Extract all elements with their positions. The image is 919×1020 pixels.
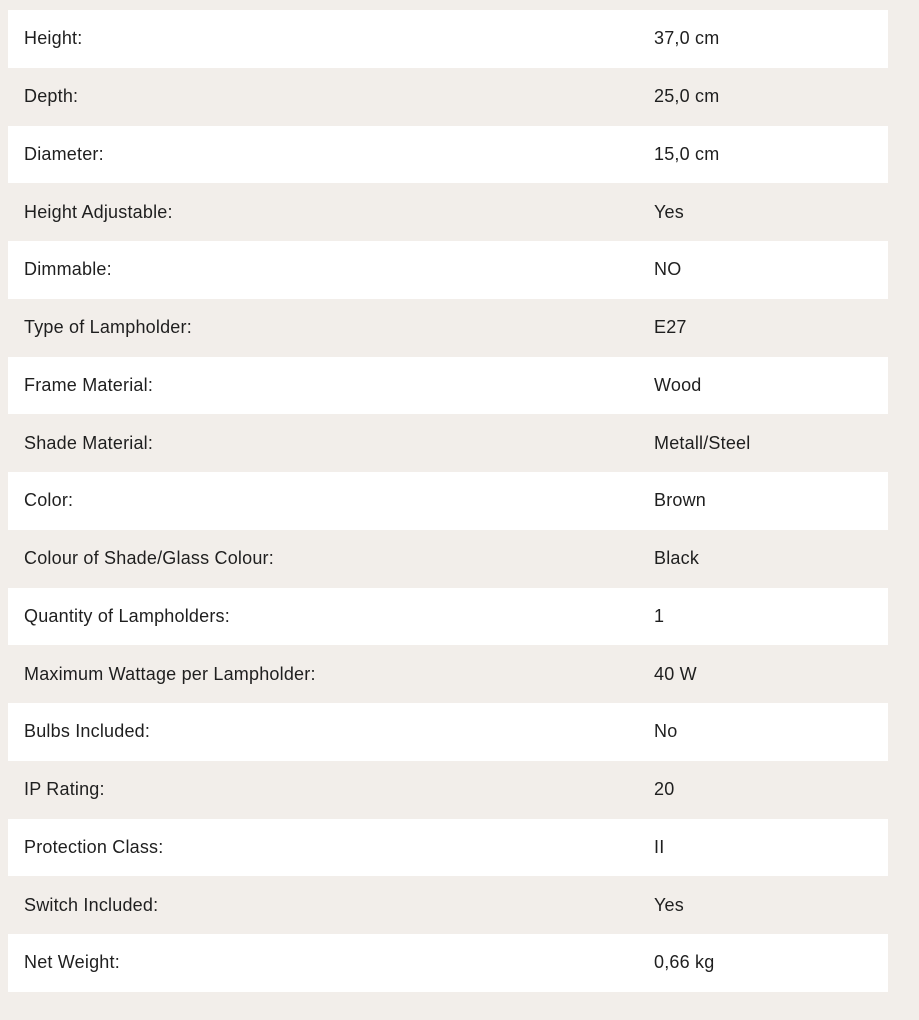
spec-row-ip-rating — [8, 761, 888, 819]
spec-row-net-weight — [8, 934, 888, 992]
spec-value: No — [654, 721, 678, 742]
spec-value: 0,66 kg — [654, 952, 715, 973]
spec-label: Color: — [24, 490, 74, 511]
spec-value: 40 W — [654, 663, 697, 684]
spec-label: Net Weight: — [24, 952, 120, 973]
spec-value: 15,0 cm — [654, 143, 720, 164]
spec-label: Dimmable: — [24, 259, 112, 280]
spec-label: Depth: — [24, 86, 79, 107]
spec-label: Height Adjustable: — [24, 201, 173, 222]
spec-row-lampholder-type — [8, 299, 888, 357]
spec-value: Yes — [654, 201, 684, 222]
spec-value: Metall/Steel — [654, 432, 751, 453]
spec-value: Wood — [654, 374, 702, 395]
spec-label: Switch Included: — [24, 894, 159, 915]
spec-row-max-wattage — [8, 645, 888, 703]
spec-value: 25,0 cm — [654, 86, 720, 107]
spec-label: IP Rating: — [24, 779, 105, 800]
spec-row-height — [8, 10, 888, 68]
spec-value: 37,0 cm — [654, 28, 720, 49]
spec-row-lampholder-quantity — [8, 588, 888, 646]
spec-row-dimmable — [8, 241, 888, 299]
spec-value: Brown — [654, 490, 707, 511]
spec-row-switch-included — [8, 876, 888, 934]
spec-row-bulbs-included — [8, 703, 888, 761]
spec-label: Shade Material: — [24, 432, 154, 453]
spec-row-frame-material — [8, 357, 888, 415]
spec-value: 1 — [654, 605, 665, 626]
spec-value: II — [654, 836, 665, 857]
spec-label: Diameter: — [24, 143, 104, 164]
spec-label: Bulbs Included: — [24, 721, 151, 742]
spec-value: NO — [654, 259, 682, 280]
spec-value: 20 — [654, 779, 675, 800]
spec-label: Colour of Shade/Glass Colour: — [24, 548, 274, 569]
product-specifications-table — [8, 10, 888, 992]
spec-value: E27 — [654, 317, 687, 338]
spec-row-diameter — [8, 126, 888, 184]
spec-row-depth — [8, 68, 888, 126]
spec-row-protection-class — [8, 819, 888, 877]
spec-row-height-adjustable — [8, 183, 888, 241]
spec-label: Height: — [24, 28, 83, 49]
spec-value: Yes — [654, 894, 684, 915]
spec-label: Maximum Wattage per Lampholder: — [24, 663, 316, 684]
spec-row-color — [8, 472, 888, 530]
spec-label: Type of Lampholder: — [24, 317, 192, 338]
spec-row-shade-colour — [8, 530, 888, 588]
spec-row-shade-material — [8, 414, 888, 472]
spec-value: Black — [654, 548, 700, 569]
spec-label: Protection Class: — [24, 836, 164, 857]
spec-label: Quantity of Lampholders: — [24, 605, 230, 626]
spec-label: Frame Material: — [24, 374, 154, 395]
